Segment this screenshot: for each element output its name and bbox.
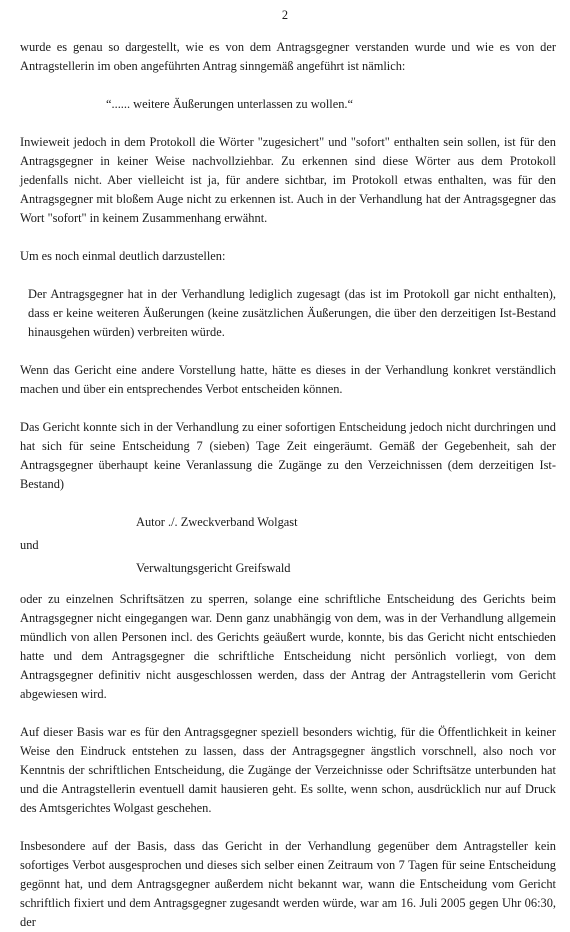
paragraph-6: Das Gericht konnte sich in der Verhandlung zu einer sofortigen Entscheidung jedoch nicht durchringen und hat sich für seine Entscheidung 7 (sieben) Tage Zeit eingeräumt. Gemäß der Gegebenheit, sah der Antragsgegner überhaupt keine Veranlassung die Zugänge zu den Verzeichnissen (dem derzeitigen Ist-Bestand) (20, 420, 556, 491)
quotation: “...... weitere Äußerungen unterlassen zu wollen.“ (106, 97, 354, 111)
paragraph-1: wurde es genau so dargestellt, wie es von dem Antragsgegner verstanden wurde und wie es von der Antragstellerin im oben angeführten Antrag sinngemäß angeführt ist nämlich: (20, 40, 556, 73)
paragraph-9: Insbesondere auf der Basis, dass das Gericht in der Verhandlung gegenüber dem Antragsteller kein sofortiges Verbot ausgesprochen und dieses sich selber einen Zeitraum von 7 Tagen für seine Entscheidung gegönnt hat, und dem Antragsgegner außerdem nicht bekannt war, wann die Entscheidung vom Gericht schriftlich fixiert und dem Antragsgegner zugesandt werden würde, war am 16. Juli 2005 gegen Uhr 06:30, der (20, 839, 556, 929)
paragraph-3: Um es noch einmal deutlich darzustellen: (20, 249, 226, 263)
conjunction-und: und (20, 538, 39, 552)
party-line-1: Autor ./. Zweckverband Wolgast (136, 515, 298, 529)
paragraph-5: Wenn das Gericht eine andere Vorstellung hatte, hätte es dieses in der Verhandlung konkret verständlich machen und über ein entsprechendes Verbot entscheiden können. (20, 363, 556, 396)
paragraph-8: Auf dieser Basis war es für den Antragsgegner speziell besonders wichtig, für die Öffentlichkeit in keiner Weise den Eindruck entstehen zu lassen, dass der Antragsgegner ängstlich vorschnell, also noch vor Kenntnis der schriftlichen Entscheidung, die Zugänge der Verzeichnisse oder Schriftsätze unterbunden hat und die Antragstellerin eventuell damit hausieren geht. Es sollte, wenn schon, ausdrücklich nur auf Druck des Amtsgerichtes Wolgast geschehen. (20, 725, 556, 815)
party-line-2: Verwaltungsgericht Greifswald (136, 561, 291, 575)
body-text (20, 38, 556, 932)
paragraph-4: Der Antragsgegner hat in der Verhandlung lediglich zugesagt (das ist im Protokoll gar nicht enthalten), dass er keine weiteren Äußerungen (keine zusätzlichen Äußerungen, die über den derzeitigen Ist-Bestand hinausgehen würden) verbreiten würde. (28, 287, 556, 339)
page-number: 2 (281, 8, 289, 22)
paragraph-2: Inwieweit jedoch in dem Protokoll die Wörter "zugesichert" und "sofort" enthalten sein sollen, ist für den Antragsgegner in keiner Weise nachvollziehbar. Zu erkennen sind diese Wörter aus dem Protokoll jedenfalls nicht. Aber vielleicht ist ja, für andere sichtbar, im Protokoll etwas enthalten, was für den Antragsgegner mit bloßem Auge nicht zu erkennen ist. Auch in der Verhandlung hat der Antragsgegner das Wort "sofort" in keinem Zusammenhang erwähnt. (20, 135, 556, 225)
paragraph-7: oder zu einzelnen Schriftsätzen zu sperren, solange eine schriftliche Entscheidung des Gerichts beim Antragsgegner nicht eingegangen war. Denn ganz unabhängig von dem, was in der Verhandlung allgemein mündlich von allen Personen incl. des Gerichts geäußert wurde, konnte, bis das Gericht nicht entschieden hatte und dem Antragsgegner die schriftliche Entscheidung nicht persönlich vorliegt, von dem Antragsgegner definitiv nicht ausgeschlossen werden, dass der Antrag der Antragstellerin vom Gericht abgewiesen wird. (20, 592, 556, 701)
